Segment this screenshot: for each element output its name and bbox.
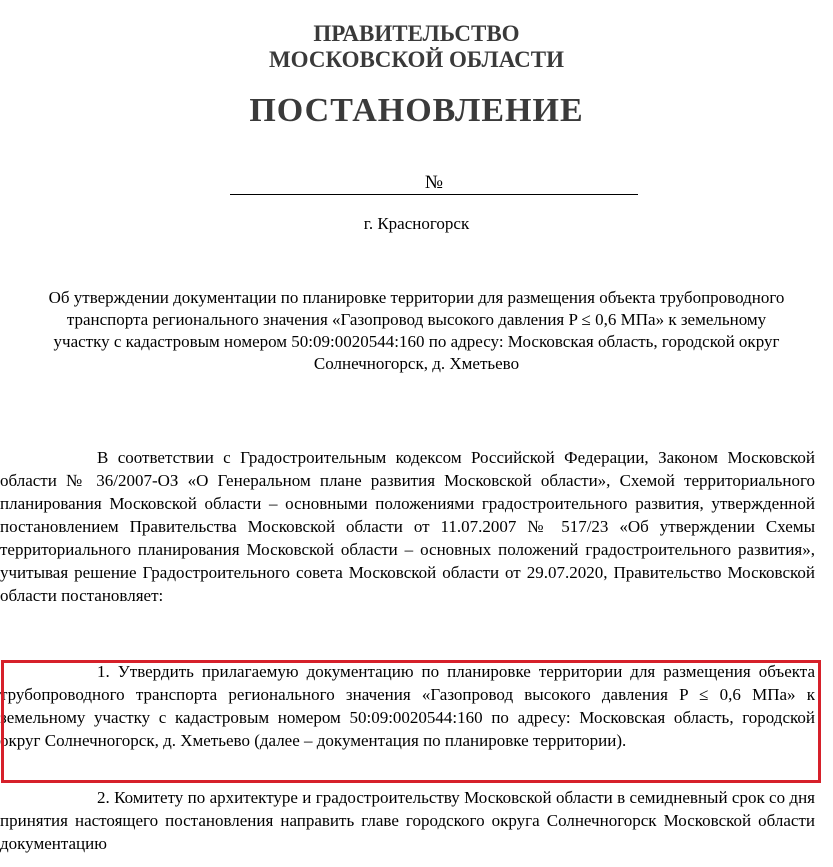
- highlight-box: [1, 660, 821, 783]
- document-number-line: [230, 172, 638, 195]
- city-label: г. Красногорск: [363, 214, 470, 233]
- document-type-heading: ПОСТАНОВЛЕНИЕ: [249, 92, 584, 129]
- header-line-1: ПРАВИТЕЛЬСТВО: [313, 21, 520, 46]
- document-title: Об утверждении документации по планировке территории для размещения объекта трубопроводного транспорта регионального значения «Газопровод высокого давления P ≤ 0,6 МПа» к земельному участку с кадастровым номером 50:09:0020544:160 по адресу: Московская область, городской округ Солнечногорск, д. Хметьево: [48, 288, 785, 373]
- number-label: №: [424, 172, 444, 193]
- header-line-2: МОСКОВСКОЙ ОБЛАСТИ: [268, 47, 565, 72]
- list-item: 2. Комитету по архитектуре и градостроительству Московской области в семидневный срок со дня принятия настоящего постановления направить главе городского округа Солнечногорск Московской области документацию: [0, 788, 815, 853]
- preamble-paragraph: В соответствии с Градостроительным кодексом Российской Федерации, Законом Московской области № 36/2007-ОЗ «О Генеральном плане развития Московской области», Схемой территориального планирования Московской области – основными положениями градостроительного развития, утвержденной постановлением Правительства Московской области от 11.07.2007 № 517/23 «Об утверждении Схемы территориального планирования Московской области – основных положений градостроительного развития», учитывая решение Градостроительного совета Московской области от 29.07.2020, Правительство Московской области постановляет:: [0, 448, 815, 605]
- list-item: 1. Утвердить прилагаемую документацию по планировке территории для размещения объекта трубопроводного транспорта регионального значения «Газопровод высокого давления P ≤ 0,6 МПа» к земельному участку с кадастровым номером 50:09:0020544:160 по адресу: Московская область, городской округ Солнечногорск, д. Хметьево (далее – документация по планировке территории).: [0, 662, 815, 750]
